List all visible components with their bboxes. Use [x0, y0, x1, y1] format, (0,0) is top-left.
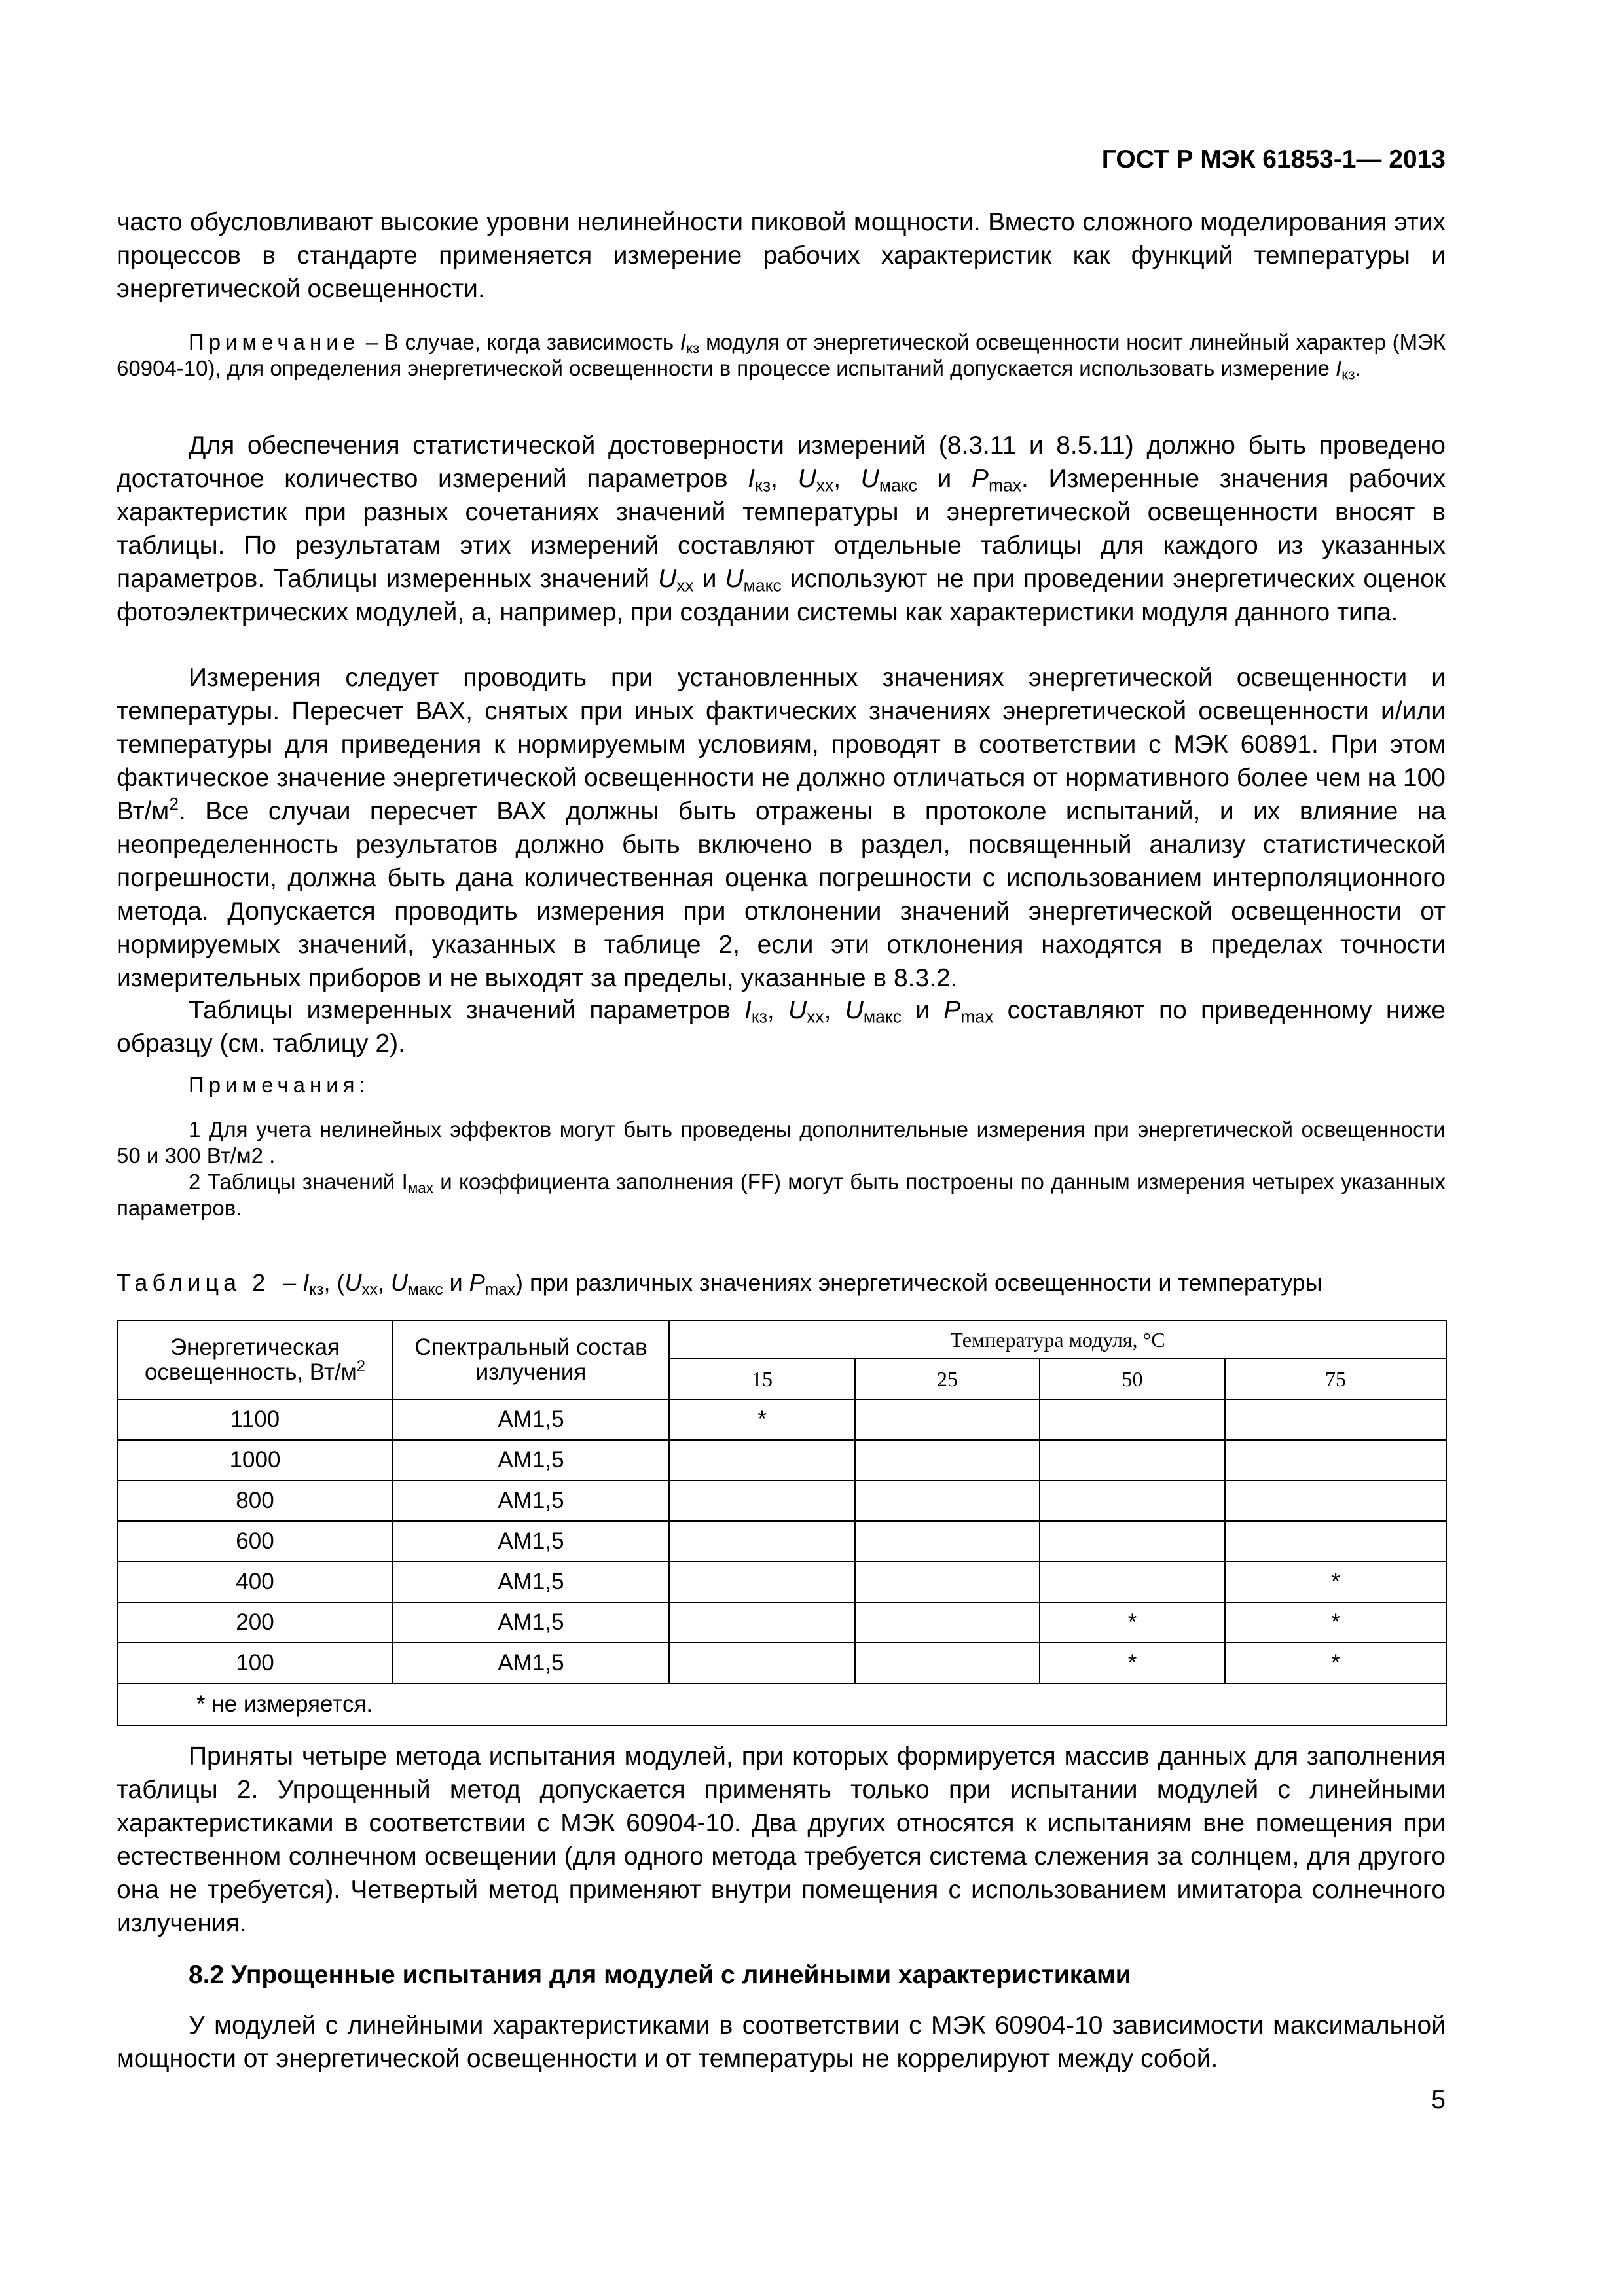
- cell-spectrum: АМ1,5: [393, 1399, 669, 1440]
- table-2-block: [117, 1320, 1446, 1726]
- header-temperature: Температура модуля, °С: [669, 1321, 1446, 1359]
- cell-value: *: [669, 1399, 855, 1440]
- paragraph-4-a: Таблицы измеренных значений параметров: [189, 996, 731, 1024]
- table-row: [117, 1643, 1446, 1683]
- cell-value: *: [1225, 1602, 1446, 1643]
- sym-p: P: [971, 465, 989, 493]
- paragraph-3-a: Измерения следует проводить при установленных значениях энергетической освещенности и температуры. Пересчет ВАХ, снятых при иных фактических значениях энергетической освещенности и/или температуры для приведения к нормируемым условиям, проводят в соответствии с МЭК 60891. При этом фактическое значение энергетической освещенности не должно отличаться от нормативного более чем на 100 Вт/м: [117, 664, 1446, 825]
- cell-spectrum: АМ1,5: [393, 1521, 669, 1562]
- sub-maks: макс: [863, 1007, 902, 1027]
- sub-max: max: [484, 1281, 515, 1299]
- paragraph-4-block: [117, 994, 1446, 1060]
- cell-value: [1040, 1521, 1225, 1562]
- cell-value: [1225, 1440, 1446, 1480]
- table-caption-block: [117, 1268, 1446, 1297]
- notes-2-label-text: Примечания:: [189, 1073, 370, 1097]
- header-spectrum-b: излучения: [475, 1359, 587, 1385]
- sym-u: U: [390, 1269, 408, 1296]
- sym-u: U: [725, 565, 744, 593]
- paragraph-6: У модулей с линейными характеристиками в соответствии с МЭК 60904-10 зависимости максимальной мощности от энергетической освещенности и от температуры не коррелируют между собой.: [117, 2011, 1446, 2073]
- cell-value: [1040, 1480, 1225, 1521]
- cell-irradiance: 1100: [117, 1399, 393, 1440]
- paragraph-2: Для обеспечения статистической достоверности измерений (8.3.11 и 8.5.11) должно быть проведено достаточное количество измерений параметров $I_{кз}$, $U_{xx}$, $U_{макс}$ и $P_{max}$. Измеренные значения рабочих характеристик при разных сочетаниях значений температуры и энергетической освещенности вносят в таблицы. По результатам этих измерений составляют отдельные таблицы для каждого из указанных параметров. Таблицы измеренных значений $U_{xx}$ и $U_{макс}$ используют не при проведении энергетических оценок фотоэлектрических модулей, а, например, при создании системы как характеристики модуля данного типа.: [117, 431, 1446, 626]
- note-1-label: Примечание: [189, 330, 360, 354]
- cell-value: [669, 1480, 855, 1521]
- sub-maks: макс: [743, 575, 782, 596]
- cell-value: [855, 1562, 1040, 1602]
- table-caption: Таблица $2 - I_{кз}$, ($U_{xx}$, $U_{макс}$ и $P_{max}$) при различных значениях энергетической освещенности и температуры: [117, 1269, 1322, 1299]
- cell-value: [855, 1521, 1040, 1562]
- sub-max: max: [988, 475, 1022, 495]
- cell-value: [855, 1602, 1040, 1643]
- paragraph-3: [117, 661, 1446, 995]
- sub-max-ru: мах: [407, 1179, 433, 1196]
- sub-kz: кз: [751, 1007, 767, 1027]
- paragraph-5-block: [117, 1740, 1446, 1940]
- cell-value: [855, 1480, 1040, 1521]
- paragraph-2-a: Для обеспечения статистической достоверности измерений (8.3.11 и 8.5.11) должно быть проведено достаточное количество измерений параметров: [117, 431, 1446, 493]
- cell-value: [669, 1440, 855, 1480]
- paragraph-4: Таблицы измеренных значений параметров $I_{кз}$, $U_{xx}$, $U_{макс}$ и $P_{max}$ составляют по приведенному ниже образцу (см. таблицу 2).: [117, 996, 1446, 1058]
- header-temp-25: 25: [855, 1359, 1040, 1399]
- table-row: [117, 1602, 1446, 1643]
- table-footnote-row: [117, 1683, 1446, 1725]
- notes-2-item-2: [117, 1169, 1446, 1221]
- paragraph-6-block: [117, 2009, 1446, 2075]
- sym-p: P: [469, 1269, 485, 1296]
- header-temp-50: 50: [1040, 1359, 1225, 1399]
- paragraph-2-c: используют не при проведении энергетических оценок фотоэлектрических модулей, а, например, при создании системы как характеристики модуля данного типа.: [117, 565, 1446, 626]
- paragraph-1-block: [117, 206, 1446, 306]
- cell-irradiance: 200: [117, 1602, 393, 1643]
- cell-spectrum: АМ1,5: [393, 1643, 669, 1683]
- paragraph-1: часто обусловливают высокие уровни нелинейности пиковой мощности. Вместо сложного моделирования этих процессов в стандарте применяется измерение рабочих характеристик как функций температуры и энергетической освещенности.: [117, 208, 1446, 303]
- cell-value: [855, 1643, 1040, 1683]
- cell-value: *: [1040, 1602, 1225, 1643]
- paragraph-2-b: Измеренные значения рабочих характеристик при разных сочетаниях значений температуры и энергетической освещенности вносят в таблицы. По результатам этих измерений составляют отдельные таблицы для каждого из указанных параметров. Таблицы измеренных значений: [117, 465, 1446, 593]
- notes-2-item-2-a: 2 Таблицы значений I: [189, 1170, 408, 1194]
- table-caption-label: Таблица 2: [117, 1269, 270, 1296]
- sym-u: U: [860, 465, 879, 493]
- cell-irradiance: 600: [117, 1521, 393, 1562]
- cell-value: [855, 1440, 1040, 1480]
- cell-value: [1040, 1399, 1225, 1440]
- sym-u: U: [658, 565, 677, 593]
- cell-value: [855, 1399, 1040, 1440]
- note-1: Примечание – В случае, когда зависимость $I_{кз}$ модуля от энергетической освещенности носит линейный характер (МЭК 60904-10), для определения энергетической освещенности в процессе испытаний допускается использовать измерение $I_{кз}$.: [117, 330, 1446, 383]
- header-temp-75: 75: [1225, 1359, 1446, 1399]
- paragraph-2-block: [117, 429, 1446, 629]
- header-irradiance-a: Энергетическая: [170, 1335, 340, 1360]
- sub-xx: xx: [807, 1007, 824, 1027]
- notes-2-item-1: 1 Для учета нелинейных эффектов могут быть проведены дополнительные измерения при энергетической освещенности 50 и 300 Вт/м2 .: [117, 1117, 1446, 1168]
- paragraph-5: Приняты четыре метода испытания модулей, при которых формируется массив данных для заполнения таблицы 2. Упрощенный метод допускается применять только при испытании модулей с линейными характеристиками в соответствии с МЭК 60904-10. Два других относятся к испытаниям вне помещения при естественном солнечном освещении (для одного метода требуется система слежения за солнцем, для другого она не требуется). Четвертый метод применяют внутри помещения с использованием имитатора солнечного излучения.: [117, 1742, 1446, 1937]
- note-1-text-b: модуля от энергетической освещенности носит линейный характер (МЭК 60904-10), для определения энергетической освещенности в процессе испытаний допускается использовать измерение: [117, 330, 1446, 380]
- paragraph-3-block: [117, 661, 1446, 995]
- sym-i: I: [1336, 356, 1342, 380]
- cell-irradiance: 800: [117, 1480, 393, 1521]
- table-row: [117, 1521, 1446, 1562]
- note-1-block: [117, 329, 1446, 382]
- document-header: ГОСТ Р МЭК 61853-1— 2013: [1101, 145, 1446, 173]
- cell-value: [1225, 1521, 1446, 1562]
- sym-u: U: [344, 1269, 362, 1296]
- sym-u: U: [845, 996, 864, 1024]
- cell-spectrum: АМ1,5: [393, 1562, 669, 1602]
- section-heading-block: [117, 1958, 1446, 1992]
- cell-irradiance: 1000: [117, 1440, 393, 1480]
- section-heading: 8.2 Упрощенные испытания для модулей с линейными характеристиками: [189, 1961, 1131, 1989]
- paragraph-3-b: . Все случаи пересчет ВАХ должны быть отражены в протоколе испытаний, и их влияние на неопределенность результатов должно быть включено в раздел, посвященный анализу статистической погрешности, должна быть дана количественная оценка погрешности с использованием интерполяционного метода. Допускается проводить измерения при отклонении значений энергетической освещенности от нормируемых значений, указанных в таблице 2, если эти отклонения находятся в пределах точности измерительных приборов и не выходят за пределы, указанные в 8.3.2.: [117, 797, 1446, 992]
- cell-value: [669, 1602, 855, 1643]
- sub-maks: макс: [879, 475, 917, 495]
- sym-i: I: [680, 330, 686, 354]
- sym-i: I: [744, 996, 752, 1024]
- table-2: [117, 1320, 1447, 1726]
- table-row: [117, 1440, 1446, 1480]
- cell-value: [1225, 1399, 1446, 1440]
- cell-value: *: [1225, 1643, 1446, 1683]
- table-row: [117, 1562, 1446, 1602]
- cell-spectrum: АМ1,5: [393, 1440, 669, 1480]
- cell-irradiance: 100: [117, 1643, 393, 1683]
- cell-value: [1040, 1562, 1225, 1602]
- cell-irradiance: 400: [117, 1562, 393, 1602]
- header-irradiance-sup: 2: [356, 1357, 366, 1375]
- cell-value: [1225, 1480, 1446, 1521]
- notes-2-item-2-b: и коэффициента заполнения (FF) могут быть построены по данным измерения четырех указанных параметров.: [117, 1170, 1446, 1220]
- sub-kz: кз: [1341, 366, 1355, 383]
- table-caption-text: при различных значениях энергетической освещенности и температуры: [529, 1269, 1322, 1296]
- sub-max: max: [960, 1007, 994, 1027]
- notes-2-label: [117, 1072, 1446, 1098]
- header-spectrum: [393, 1321, 669, 1399]
- sym-i: I: [748, 465, 756, 493]
- sub-kz: кз: [685, 340, 700, 357]
- sub-xx: xx: [676, 575, 694, 596]
- cell-value: [1040, 1440, 1225, 1480]
- note-1-text-a: – В случае, когда зависимость: [365, 330, 674, 354]
- table-footnote: * не измеряется.: [117, 1683, 1446, 1725]
- header-irradiance: [117, 1321, 393, 1399]
- header-spectrum-a: Спектральный состав: [414, 1335, 647, 1360]
- sup-2: 2: [169, 794, 179, 814]
- cell-spectrum: АМ1,5: [393, 1602, 669, 1643]
- sym-u: U: [788, 996, 807, 1024]
- sub-kz: кз: [309, 1281, 324, 1299]
- table-row: [117, 1399, 1446, 1440]
- paragraph-4-b: составляют по приведенному ниже образцу (см. таблицу 2).: [117, 996, 1446, 1058]
- table-row: [117, 1480, 1446, 1521]
- sub-xx: xx: [816, 475, 834, 495]
- cell-value: [669, 1643, 855, 1683]
- notes-2-block: [117, 1072, 1446, 1221]
- page-number: 5: [1431, 2086, 1446, 2114]
- cell-value: *: [1040, 1643, 1225, 1683]
- sub-maks: макс: [407, 1281, 443, 1299]
- sym-p: P: [943, 996, 961, 1024]
- header-irradiance-b: освещенность, Вт/м: [144, 1359, 357, 1385]
- cell-value: *: [1225, 1562, 1446, 1602]
- sym-i: I: [302, 1269, 310, 1296]
- cell-spectrum: АМ1,5: [393, 1480, 669, 1521]
- sub-xx: xx: [361, 1281, 378, 1299]
- header-temp-15: 15: [669, 1359, 855, 1399]
- sym-u: U: [797, 465, 816, 493]
- cell-value: [669, 1562, 855, 1602]
- cell-value: [669, 1521, 855, 1562]
- sub-kz: кз: [755, 475, 771, 495]
